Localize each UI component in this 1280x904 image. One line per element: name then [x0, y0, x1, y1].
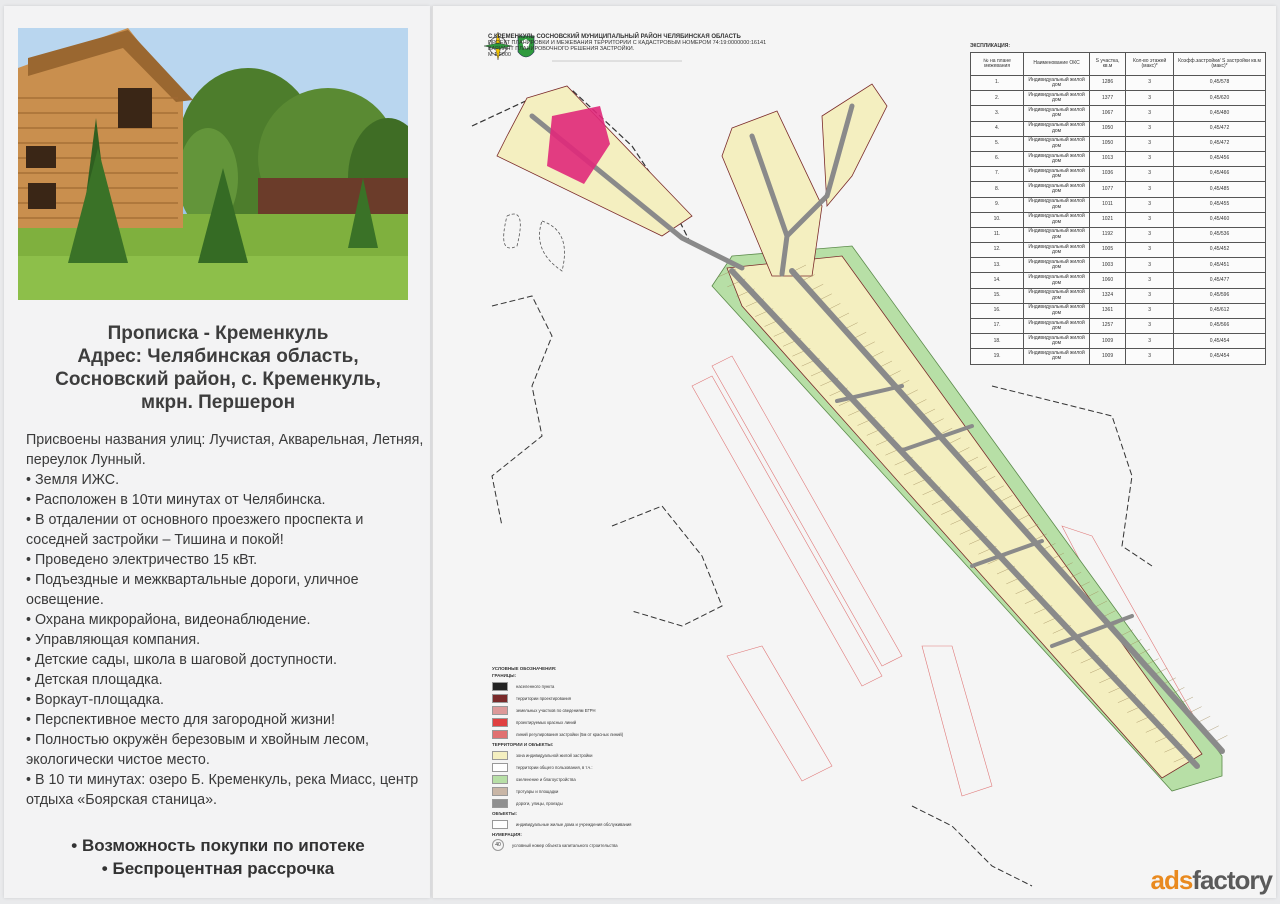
- feature-item: • Воркаут-площадка.: [26, 692, 164, 708]
- title-line: Прописка - Кременкуль: [107, 323, 329, 344]
- table-cell: 1013: [1089, 151, 1125, 166]
- photo-log-house: [18, 28, 408, 300]
- table-cell: Индивидуальный жилой дом: [1024, 182, 1090, 197]
- legend-swatch: [492, 787, 508, 796]
- table-row: [971, 334, 1266, 349]
- plan-legend: [492, 664, 722, 851]
- table-cell: 0,45/456: [1174, 151, 1266, 166]
- watermark-suffix: factory: [1192, 865, 1272, 895]
- table-cell: 1011: [1089, 197, 1125, 212]
- explication-table-block: [970, 43, 1270, 365]
- table-cell: 1192: [1089, 227, 1125, 242]
- table-cell: 0,45/466: [1174, 167, 1266, 182]
- title-line: мкрн. Першерон: [140, 392, 296, 413]
- table-cell: 0,45/455: [1174, 197, 1266, 212]
- table-row: [971, 136, 1266, 151]
- table-cell: Индивидуальный жилой дом: [1024, 106, 1090, 121]
- legend-swatch: [492, 763, 508, 772]
- table-cell: 0,45/451: [1174, 258, 1266, 273]
- table-cell: 0,45/472: [1174, 136, 1266, 151]
- table-cell: 3: [1126, 106, 1174, 121]
- table-cell: 3: [1126, 258, 1174, 273]
- legend-label: земельных участков по сведениям ЕГРН: [516, 707, 596, 713]
- table-cell: 3: [1126, 76, 1174, 91]
- table-cell: Индивидуальный жилой дом: [1024, 288, 1090, 303]
- site-plan-panel: [432, 6, 1276, 898]
- table-cell: 0,45/566: [1174, 319, 1266, 334]
- legend-item: [492, 728, 722, 740]
- table-row: [971, 258, 1266, 273]
- table-cell: 1324: [1089, 288, 1125, 303]
- table-cell: 3: [1126, 197, 1174, 212]
- table-cell: 3: [1126, 273, 1174, 288]
- feature-item: • В отдалении от основного проезжего проспекта и соседней застройки – Тишина и покой!: [26, 512, 364, 548]
- table-cell: Индивидуальный жилой дом: [1024, 151, 1090, 166]
- table-cell: 18.: [971, 334, 1024, 349]
- table-cell: Индивидуальный жилой дом: [1024, 258, 1090, 273]
- table-cell: 1286: [1089, 76, 1125, 91]
- table-cell: 8.: [971, 182, 1024, 197]
- table-cell: 1257: [1089, 319, 1125, 334]
- legend-item: [492, 692, 722, 704]
- legend-item: [492, 680, 722, 692]
- legend-swatch: [492, 799, 508, 808]
- brochure-left-panel: [4, 6, 430, 898]
- legend-swatch: [492, 730, 508, 739]
- table-cell: Индивидуальный жилой дом: [1024, 319, 1090, 334]
- table-caption: ЭКСПЛИКАЦИЯ:: [970, 43, 1011, 49]
- table-row: [971, 319, 1266, 334]
- table-cell: 19.: [971, 349, 1024, 364]
- table-cell: 3: [1126, 91, 1174, 106]
- table-cell: 2.: [971, 91, 1024, 106]
- explication-table: [970, 52, 1266, 365]
- table-cell: 1036: [1089, 167, 1125, 182]
- table-cell: 0,45/612: [1174, 303, 1266, 318]
- legend-swatch: [492, 751, 508, 760]
- table-cell: 1050: [1089, 121, 1125, 136]
- table-cell: 12.: [971, 243, 1024, 258]
- table-row: [971, 212, 1266, 227]
- table-cell: 0,45/480: [1174, 106, 1266, 121]
- table-cell: 1050: [1089, 136, 1125, 151]
- feature-item: • Полностью окружён березовым и хвойным лесом, экологически чистое место.: [26, 732, 369, 768]
- table-cell: 10.: [971, 212, 1024, 227]
- legend-swatch: [492, 820, 508, 829]
- table-row: [971, 273, 1266, 288]
- feature-item: • Земля ИЖС.: [26, 472, 120, 488]
- table-cell: 16.: [971, 303, 1024, 318]
- feature-item: • Детская площадка.: [26, 672, 163, 688]
- table-cell: 1361: [1089, 303, 1125, 318]
- legend-title: УСЛОВНЫЕ ОБОЗНАЧЕНИЯ:: [492, 666, 557, 671]
- table-cell: 1009: [1089, 349, 1125, 364]
- table-cell: 4.: [971, 121, 1024, 136]
- legend-group: ГРАНИЦЫ:: [492, 673, 517, 678]
- table-cell: 17.: [971, 319, 1024, 334]
- table-cell: Индивидуальный жилой дом: [1024, 273, 1090, 288]
- table-cell: 0,45/620: [1174, 91, 1266, 106]
- table-row: [971, 151, 1266, 166]
- legend-label: линий регулирования застройки (5м от красных линий): [516, 731, 624, 737]
- legend-item: [492, 773, 722, 785]
- table-cell: 14.: [971, 273, 1024, 288]
- table-cell: 0,45/596: [1174, 288, 1266, 303]
- table-cell: 1.: [971, 76, 1024, 91]
- table-row: [971, 106, 1266, 121]
- col-header: Коэфф.застройки/ S застройки кв.м (макс)*: [1174, 53, 1266, 76]
- legend-item: [492, 749, 722, 761]
- table-cell: 3: [1126, 349, 1174, 364]
- table-cell: 3: [1126, 151, 1174, 166]
- table-cell: 3: [1126, 227, 1174, 242]
- table-cell: 3: [1126, 212, 1174, 227]
- table-row: [971, 121, 1266, 136]
- legend-swatch: [492, 682, 508, 691]
- table-row: [971, 76, 1266, 91]
- legend-label: зона индивидуальной жилой застройки: [516, 752, 593, 758]
- legend-label: тротуары и площадки: [516, 788, 559, 794]
- table-cell: 0,45/460: [1174, 212, 1266, 227]
- table-cell: 1060: [1089, 273, 1125, 288]
- table-cell: 3: [1126, 303, 1174, 318]
- table-cell: Индивидуальный жилой дом: [1024, 76, 1090, 91]
- table-row: [971, 227, 1266, 242]
- table-cell: 9.: [971, 197, 1024, 212]
- feature-item: • В 10 ти минутах: озеро Б. Кременкуль, река Миасс, центр отдыха «Боярская станица».: [26, 772, 419, 808]
- table-cell: 3: [1126, 288, 1174, 303]
- legend-swatch: [492, 775, 508, 784]
- plan-variant: ВАРИАНТ ПЛАНИРОВОЧНОГО РЕШЕНИЯ ЗАСТРОЙКИ.: [488, 46, 635, 52]
- watermark-prefix: ads: [1150, 865, 1193, 895]
- legend-group: ТЕРРИТОРИИ И ОБЪЕКТЫ:: [492, 742, 554, 747]
- table-row: [971, 197, 1266, 212]
- table-cell: Индивидуальный жилой дом: [1024, 197, 1090, 212]
- table-row: [971, 182, 1266, 197]
- legend-item: [492, 716, 722, 728]
- table-cell: Индивидуальный жилой дом: [1024, 243, 1090, 258]
- legend-swatch: [492, 706, 508, 715]
- table-cell: 15.: [971, 288, 1024, 303]
- legend-swatch: [492, 718, 508, 727]
- table-cell: 0,45/477: [1174, 273, 1266, 288]
- adsfactory-watermark: [1150, 865, 1272, 896]
- table-row: [971, 91, 1266, 106]
- table-row: [971, 349, 1266, 364]
- col-header: Кол-во этажей (макс)*: [1126, 53, 1174, 76]
- col-header: № на плане межевания: [971, 53, 1024, 76]
- table-cell: 0,45/472: [1174, 121, 1266, 136]
- legend-item: [492, 797, 722, 809]
- feature-item: • Подъездные и межквартальные дороги, уличное освещение.: [26, 572, 359, 608]
- table-cell: 11.: [971, 227, 1024, 242]
- col-header: S участка, кв.м: [1089, 53, 1125, 76]
- table-cell: 1077: [1089, 182, 1125, 197]
- table-cell: 13.: [971, 258, 1024, 273]
- legend-item: [492, 704, 722, 716]
- legend-label: озеленение и благоустройства: [516, 776, 576, 782]
- table-cell: 1067: [1089, 106, 1125, 121]
- table-cell: Индивидуальный жилой дом: [1024, 167, 1090, 182]
- feature-item: • Управляющая компания.: [26, 632, 201, 648]
- table-header-row: [971, 53, 1266, 76]
- legend-label: населенного пункта: [516, 683, 555, 689]
- feature-item: • Проведено электричество 15 кВт.: [26, 552, 258, 568]
- table-cell: 7.: [971, 167, 1024, 182]
- legend-item: [492, 761, 722, 773]
- table-cell: 0,45/536: [1174, 227, 1266, 242]
- street-names-text: Присвоены названия улиц: Лучистая, Акварельная, Летняя, переулок Лунный.: [26, 432, 424, 468]
- legend-item: [492, 839, 722, 851]
- table-row: [971, 303, 1266, 318]
- address-title: [18, 322, 418, 414]
- table-cell: 3: [1126, 121, 1174, 136]
- legend-label: территории общего пользования, в т.ч.:: [516, 764, 593, 770]
- col-header: Наименование ОКС: [1024, 53, 1090, 76]
- table-cell: 3: [1126, 319, 1174, 334]
- legend-label: условный номер объекта капитального строительства: [512, 842, 618, 848]
- table-cell: Индивидуальный жилой дом: [1024, 334, 1090, 349]
- plan-scale: М 1:2000: [488, 52, 511, 58]
- legend-item: [492, 785, 722, 797]
- table-cell: 3.: [971, 106, 1024, 121]
- legend-label: индивидуальные жилые дома и учреждения обслуживания: [516, 821, 632, 827]
- table-cell: Индивидуальный жилой дом: [1024, 349, 1090, 364]
- title-line: Сосновский район, с. Кременкуль,: [55, 369, 381, 390]
- table-cell: 1003: [1089, 258, 1125, 273]
- table-cell: 0,45/485: [1174, 182, 1266, 197]
- table-cell: 0,45/454: [1174, 334, 1266, 349]
- legend-group: НУМЕРАЦИЯ:: [492, 832, 522, 837]
- feature-item: • Расположен в 10ти минутах от Челябинска.: [26, 492, 326, 508]
- legend-item: [492, 818, 722, 830]
- legend-label: дороги, улицы, проезды: [516, 800, 563, 806]
- table-row: [971, 243, 1266, 258]
- table-cell: 0,45/454: [1174, 349, 1266, 364]
- table-cell: 3: [1126, 136, 1174, 151]
- legend-number-swatch: 40: [492, 839, 504, 851]
- feature-item: • Перспективное место для загородной жизни!: [26, 712, 336, 728]
- feature-item: • Охрана микрорайона, видеонаблюдение.: [26, 612, 311, 628]
- table-cell: Индивидуальный жилой дом: [1024, 136, 1090, 151]
- legend-label: территории проектирования: [516, 695, 572, 701]
- table-cell: 0,45/578: [1174, 76, 1266, 91]
- table-cell: Индивидуальный жилой дом: [1024, 227, 1090, 242]
- table-cell: 1377: [1089, 91, 1125, 106]
- plan-subtitle: ПРОЕКТ ПЛАНИРОВКИ И МЕЖЕВАНИЯ ТЕРРИТОРИИ С КАДАСТРОВЫМ НОМЕРОМ 74:19:0000000:16141: [488, 40, 767, 46]
- legend-swatch: [492, 694, 508, 703]
- mortgage-text: • Возможность покупки по ипотеке: [71, 836, 365, 855]
- table-row: [971, 167, 1266, 182]
- purchase-highlights: [18, 834, 418, 880]
- plan-title: С.КРЕМЕНКУЛЬ СОСНОВСКИЙ МУНИЦИПАЛЬНЫЙ РАЙОН ЧЕЛЯБИНСКАЯ ОБЛАСТЬ: [488, 34, 741, 40]
- table-cell: 3: [1126, 243, 1174, 258]
- table-cell: Индивидуальный жилой дом: [1024, 212, 1090, 227]
- table-cell: 6.: [971, 151, 1024, 166]
- table-cell: Индивидуальный жилой дом: [1024, 303, 1090, 318]
- table-cell: 5.: [971, 136, 1024, 151]
- table-cell: Индивидуальный жилой дом: [1024, 91, 1090, 106]
- table-cell: 0,45/452: [1174, 243, 1266, 258]
- table-cell: 1021: [1089, 212, 1125, 227]
- features-list: [26, 430, 426, 810]
- legend-group: ОБЪЕКТЫ:: [492, 811, 517, 816]
- plan-header: [488, 34, 818, 58]
- table-cell: Индивидуальный жилой дом: [1024, 121, 1090, 136]
- photo-illustration: [18, 28, 408, 300]
- table-cell: 3: [1126, 167, 1174, 182]
- title-line: Адрес: Челябинская область,: [77, 346, 359, 367]
- feature-item: • Детские сады, школа в шаговой доступности.: [26, 652, 338, 668]
- installment-text: • Беспроцентная рассрочка: [101, 859, 335, 878]
- table-cell: 3: [1126, 182, 1174, 197]
- table-cell: 1005: [1089, 243, 1125, 258]
- table-row: [971, 288, 1266, 303]
- table-cell: 1009: [1089, 334, 1125, 349]
- table-cell: 3: [1126, 334, 1174, 349]
- legend-label: проектируемых красных линий: [516, 719, 577, 725]
